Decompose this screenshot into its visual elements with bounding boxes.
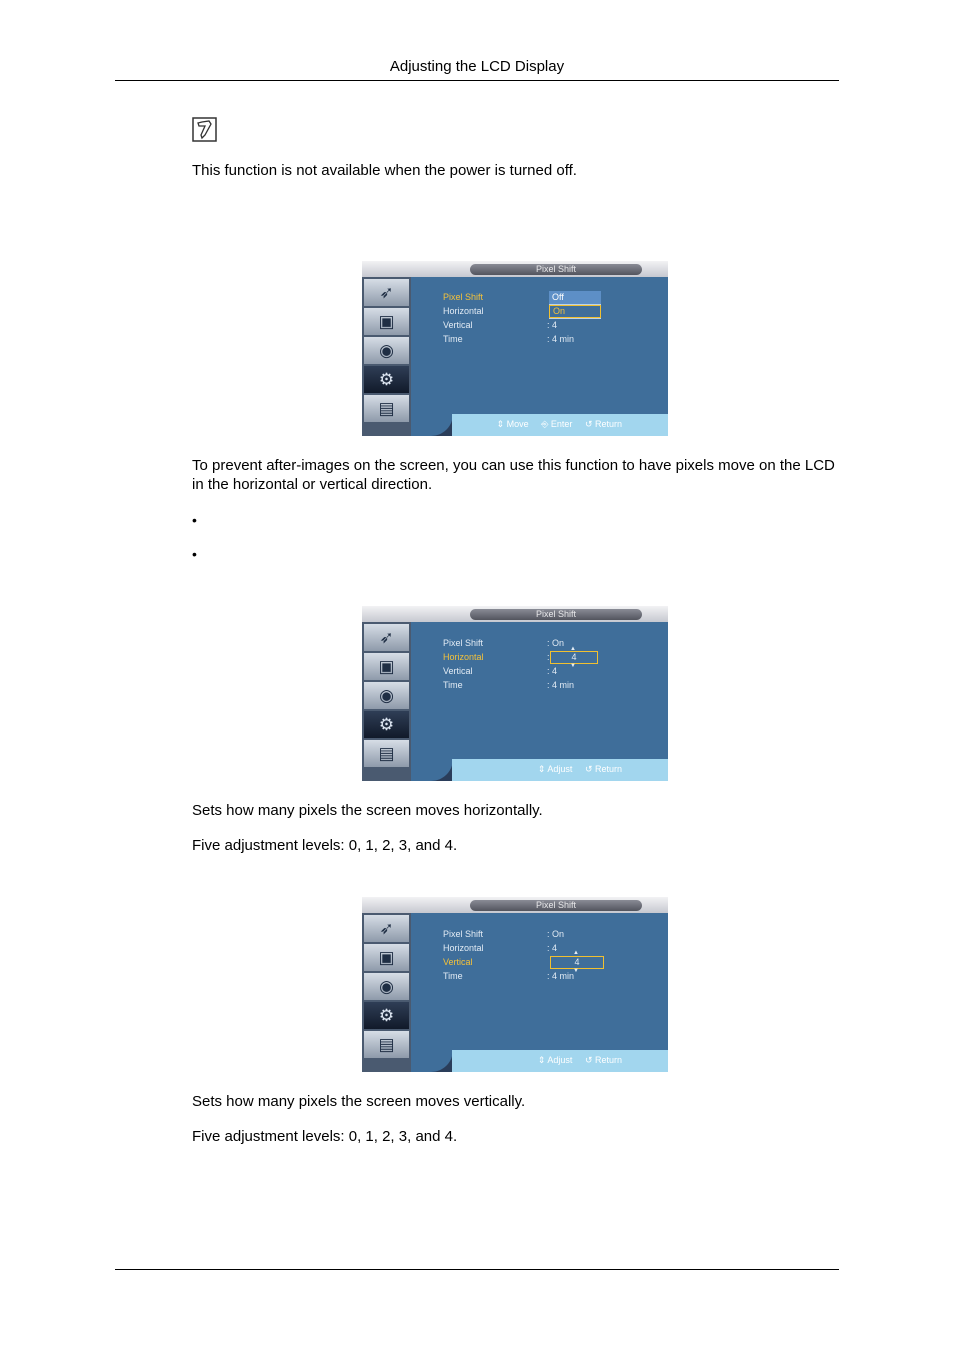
osd-label-time: Time: [443, 971, 463, 981]
osd-title: Pixel Shift: [470, 264, 642, 275]
osd-value-vertical: : 4: [547, 320, 558, 330]
pixel-shift-description: To prevent after-images on the screen, you can use this function to have pixels move on the LCD in the horizontal or vertical direction.: [192, 457, 835, 493]
note-text: This function is not available when the power is turned off.: [192, 162, 577, 179]
spin-up-arrow-icon[interactable]: ▲: [573, 950, 579, 956]
picture-icon: ▣: [364, 653, 409, 680]
osd-label-vertical: Vertical: [443, 957, 473, 967]
enter-hint: ⎆ Enter: [541, 419, 573, 429]
adjust-hint: ⇕ Adjust: [537, 764, 573, 774]
osd-value-vertical: : 4: [547, 666, 558, 676]
dropdown-option-off[interactable]: Off: [549, 291, 601, 304]
header-rule: [115, 80, 839, 81]
osd-value-colon: :: [547, 652, 550, 662]
osd-label-vertical: Vertical: [443, 666, 473, 676]
bullet-item: •: [192, 512, 197, 528]
osd-label-pixel-shift: Pixel Shift: [443, 292, 484, 302]
osd-value-horizontal: : 4: [547, 943, 558, 953]
osd-value-time: : 4 min: [547, 971, 575, 981]
osd-label-time: Time: [443, 334, 463, 344]
osd-title: Pixel Shift: [470, 609, 642, 620]
input-icon: ➶: [364, 624, 409, 651]
osd-hint-bar: [487, 419, 622, 430]
multi-control-icon: ▤: [364, 395, 409, 422]
osd-hint-bar: [528, 1055, 622, 1066]
multi-control-icon: ▤: [364, 740, 409, 767]
input-icon: ➶: [364, 279, 409, 306]
spin-down-arrow-icon[interactable]: ▼: [573, 968, 579, 974]
multi-control-icon: ▤: [364, 1031, 409, 1058]
return-hint: ↺ Return: [584, 1055, 622, 1065]
move-hint: ⇕ Move: [496, 419, 529, 429]
osd-value-time: : 4 min: [547, 334, 575, 344]
osd-value-time: : 4 min: [547, 680, 575, 690]
osd-vertical-adjust: [362, 897, 668, 1072]
sound-icon: ◉: [364, 682, 409, 709]
setup-gear-icon: ⚙: [364, 1002, 409, 1029]
osd-label-horizontal: Horizontal: [443, 306, 484, 316]
horizontal-levels: Five adjustment levels: 0, 1, 2, 3, and 4.: [192, 837, 458, 854]
osd-menu-bar: [362, 913, 411, 1072]
osd-label-time: Time: [443, 680, 463, 690]
vertical-spinbox[interactable]: 4: [550, 956, 604, 969]
osd-hint-bar: [528, 764, 622, 775]
dropdown-option-on[interactable]: On: [549, 305, 601, 318]
picture-icon: ▣: [364, 944, 409, 971]
osd-value-pixel-shift: : On: [547, 638, 565, 648]
osd-label-horizontal: Horizontal: [443, 652, 484, 662]
sound-icon: ◉: [364, 337, 409, 364]
vertical-levels: Five adjustment levels: 0, 1, 2, 3, and 4.: [192, 1128, 458, 1145]
osd-menu-bar: [362, 622, 411, 781]
osd-label-pixel-shift: Pixel Shift: [443, 638, 484, 648]
page-header-title: Adjusting the LCD Display: [389, 58, 565, 75]
osd-value-pixel-shift: : On: [547, 929, 565, 939]
bullet-item: •: [192, 546, 197, 562]
spin-down-arrow-icon[interactable]: ▼: [570, 663, 576, 669]
return-hint: ↺ Return: [584, 419, 622, 429]
osd-menu-bar: [362, 277, 411, 436]
input-icon: ➶: [364, 915, 409, 942]
vertical-description: Sets how many pixels the screen moves vertically.: [192, 1093, 526, 1110]
osd-label-pixel-shift: Pixel Shift: [443, 929, 484, 939]
return-hint: ↺ Return: [584, 764, 622, 774]
osd-pixel-shift-dropdown: [362, 261, 668, 436]
spin-up-arrow-icon[interactable]: ▲: [570, 646, 576, 652]
osd-label-horizontal: Horizontal: [443, 943, 484, 953]
adjust-hint: ⇕ Adjust: [537, 1055, 573, 1065]
sound-icon: ◉: [364, 973, 409, 1000]
note-pencil-icon: [192, 117, 217, 142]
setup-gear-icon: ⚙: [364, 366, 409, 393]
osd-title: Pixel Shift: [470, 900, 642, 911]
setup-gear-icon: ⚙: [364, 711, 409, 738]
horizontal-spinbox[interactable]: 4: [550, 651, 598, 664]
osd-horizontal-adjust: [362, 606, 668, 781]
osd-label-vertical: Vertical: [443, 320, 473, 330]
footer-rule: [115, 1269, 839, 1270]
pixel-shift-dropdown[interactable]: [549, 291, 601, 319]
horizontal-description: Sets how many pixels the screen moves horizontally.: [192, 802, 543, 819]
picture-icon: ▣: [364, 308, 409, 335]
